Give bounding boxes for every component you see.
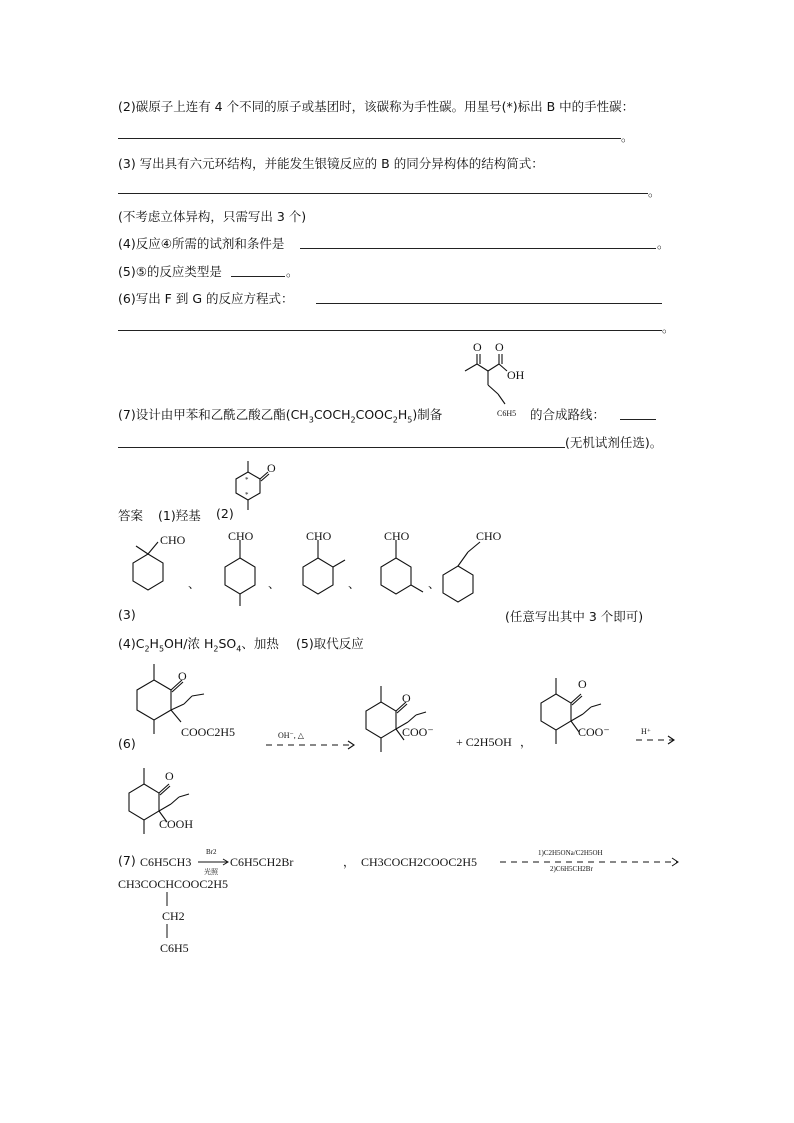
answer-6-label: (6) — [118, 736, 136, 751]
atom-o: O — [402, 691, 411, 705]
answer-5: (5)取代反应 — [296, 636, 364, 651]
group-cooh: COOH — [159, 817, 194, 831]
separator: ， — [520, 735, 533, 749]
group-cho: CHO — [228, 529, 254, 543]
question-3-text: (3) 写出具有六元环结构，并能发生银镜反应的 B 的同分异构体的结构简式： — [118, 156, 544, 171]
reaction-condition: OH⁻, △ — [278, 731, 304, 740]
atom-o: O — [473, 340, 482, 354]
atom-o: O — [578, 677, 587, 691]
ethyl-acetoacetate: CH3COCH2COOC2H5 — [361, 855, 478, 869]
svg-text:*: * — [245, 491, 249, 499]
group-coo-minus: COO⁻ — [578, 725, 610, 739]
toluene: C6H5CH3 — [140, 855, 192, 869]
separator: 、 — [428, 577, 441, 591]
answer-label: 答案 — [118, 508, 144, 523]
question-5-text: (5)⑤的反应类型是 — [118, 264, 222, 279]
answer-blank-q7-line1[interactable] — [620, 419, 656, 420]
question-3-note: (不考虑立体异构，只需写出 3 个) — [118, 209, 307, 224]
svg-text:*: * — [245, 476, 249, 484]
answer-blank-q3[interactable] — [118, 193, 648, 194]
atom-o: O — [495, 340, 504, 354]
question-7-text: (7)设计由甲苯和乙酰乙酸乙酯$(CH_3COCH_2COOC_2H_5)$制备 — [118, 407, 443, 425]
answer-2-label: (2) — [216, 506, 234, 521]
condition-light: 光照 — [204, 868, 218, 876]
byproduct-ethanol: + C2H5OH — [456, 735, 512, 749]
answer-blank-q7-line2[interactable] — [118, 447, 565, 448]
period: 。 — [657, 236, 670, 251]
period: 。 — [286, 264, 299, 279]
question-2-text: (2)碳原子上连有 4 个不同的原子或基团时，该碳称为手性碳。用星号(*)标出 B 中的手性碳： — [118, 99, 635, 114]
group-cooc2h5: COOC2H5 — [181, 725, 236, 739]
question-7-end: (无机试剂任选)。 — [565, 435, 663, 450]
group-cho: CHO — [160, 533, 186, 547]
benzyl-bromide: C6H5CH2Br — [230, 855, 294, 869]
group-oh: OH — [507, 368, 525, 382]
answer-6-reaction — [126, 660, 686, 840]
separator: 、 — [348, 577, 361, 591]
reagent-br2: Br2 — [206, 848, 217, 856]
period: 。 — [648, 184, 661, 199]
group-cho: CHO — [384, 529, 410, 543]
question-7-route: 的合成路线： — [530, 407, 606, 422]
answer-3-note: (任意写出其中 3 个即可) — [505, 609, 644, 624]
reaction-condition: H⁺ — [641, 727, 651, 736]
answer-3-structures — [118, 528, 518, 610]
answer-7-route — [118, 840, 688, 965]
answer-blank-q4[interactable] — [300, 248, 656, 249]
group-c6h5: C6H5 — [497, 409, 517, 418]
product-line-1: CH3COCHCOOC2H5 — [118, 877, 229, 891]
period: 。 — [662, 320, 675, 335]
answer-blank-q5[interactable] — [231, 276, 285, 277]
atom-o: O — [178, 669, 187, 683]
condition-step1: 1)C2H5ONa/C2H5OH — [538, 849, 603, 857]
separator: 、 — [188, 577, 201, 591]
period: 。 — [621, 129, 634, 144]
group-cho: CHO — [476, 529, 502, 543]
product-line-2: CH2 — [162, 909, 185, 923]
answer-3-label: (3) — [118, 607, 136, 622]
answer-2-structure — [230, 458, 280, 518]
condition-step2: 2)C6H5CH2Br — [550, 865, 593, 873]
atom-o: O — [267, 461, 276, 475]
separator: 、 — [268, 577, 281, 591]
product-line-3: C6H5 — [160, 941, 189, 955]
question-6-text: (6)写出 F 到 G 的反应方程式： — [118, 291, 294, 306]
answer-7-label: (7) — [118, 853, 136, 868]
group-cho: CHO — [306, 529, 332, 543]
atom-o: O — [165, 769, 174, 783]
answer-blank-q2[interactable] — [118, 138, 621, 139]
answer-blank-q6-line2[interactable] — [118, 330, 662, 331]
answer-4: $(4)C_2H_5OH/$浓 $H_2SO_4$、加热 — [118, 636, 279, 654]
answer-1: (1)羟基 — [158, 508, 201, 523]
answer-blank-q6-line1[interactable] — [316, 303, 662, 304]
question-4-text: (4)反应④所需的试剂和条件是 — [118, 236, 285, 251]
separator: ， — [343, 855, 356, 869]
group-coo-minus: COO⁻ — [402, 725, 434, 739]
